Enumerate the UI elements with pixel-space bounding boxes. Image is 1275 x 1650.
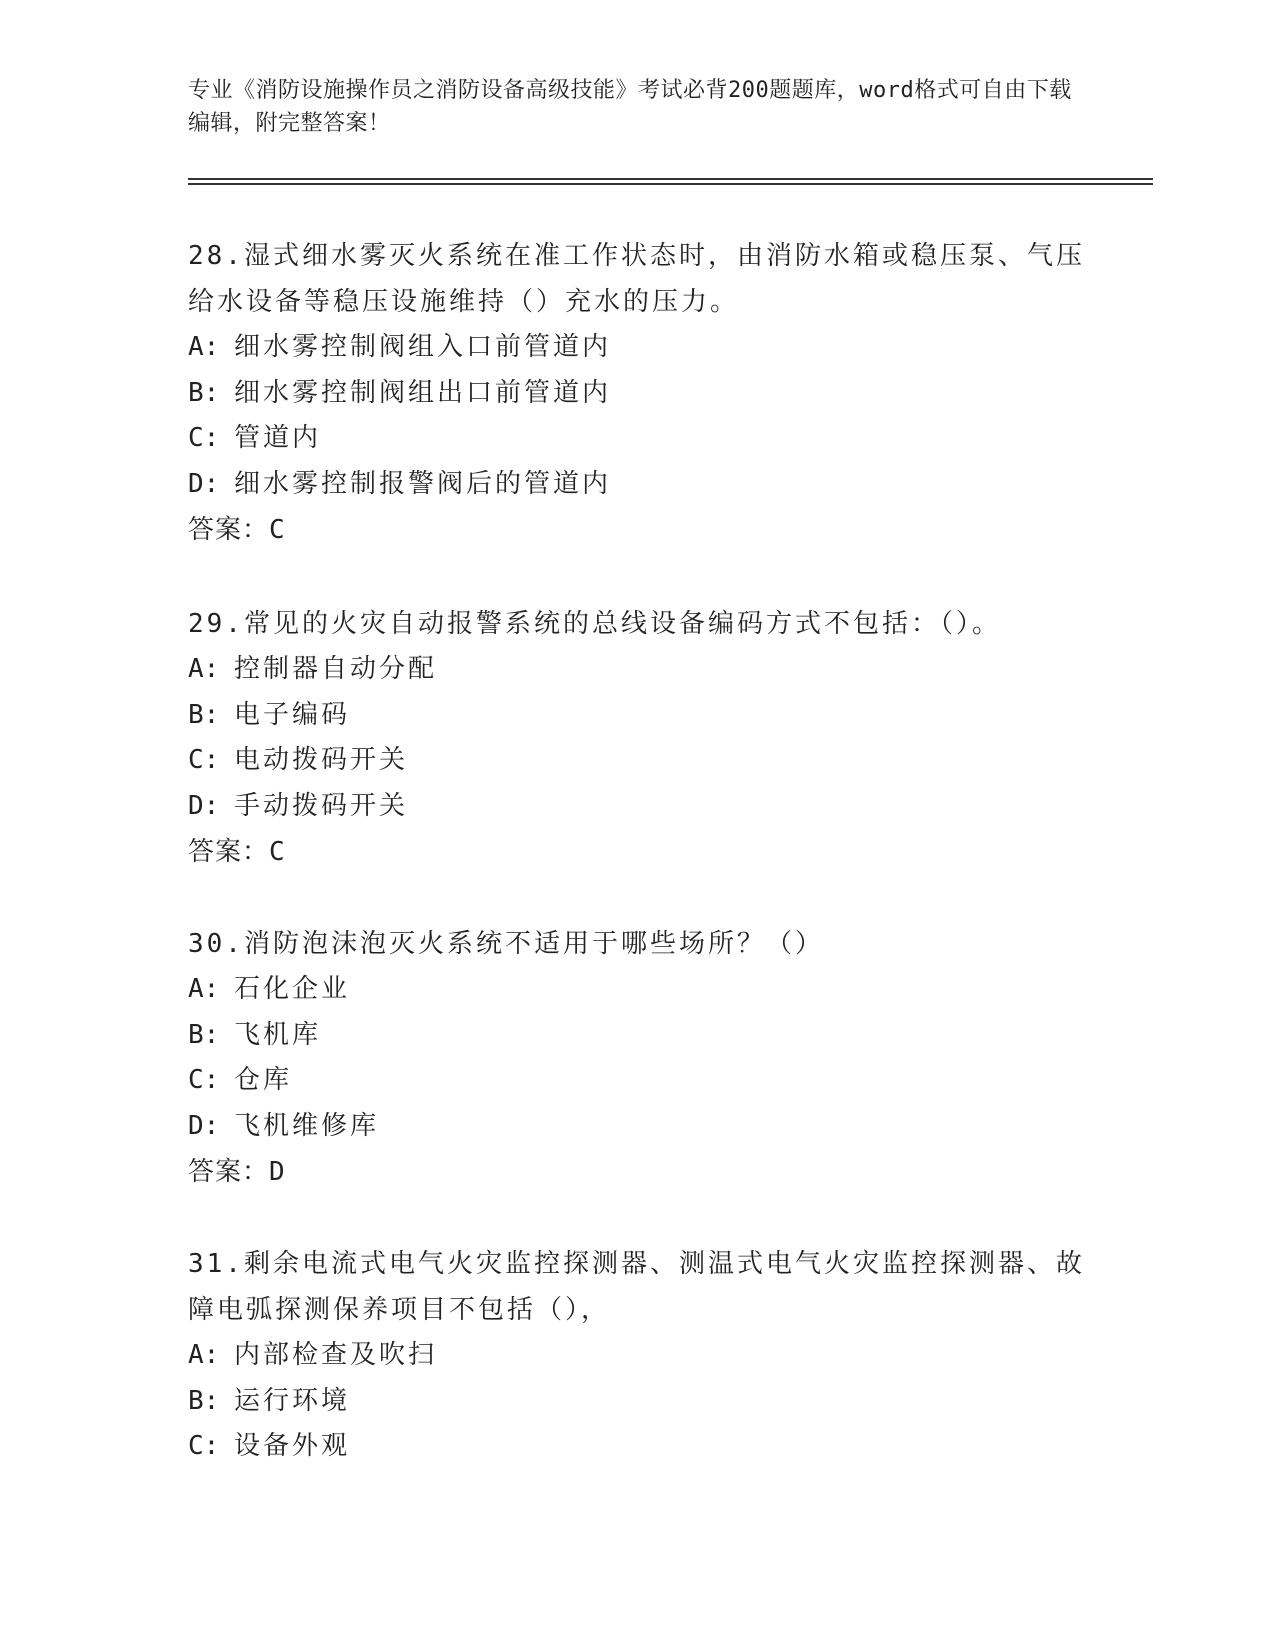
question-stem: 29.常见的火灾自动报警系统的总线设备编码方式不包括：（）。 [188, 609, 1001, 639]
question-stem: 30.消防泡沫泡灭火系统不适用于哪些场所？（） [188, 929, 824, 959]
option-text: 控制器自动分配 [234, 654, 438, 684]
question-stem: 31.剩余电流式电气火灾监控探测器、测温式电气火灾监控探测器、故障电弧探测保养项目不包括（）， [188, 1249, 1085, 1325]
option-a [188, 1333, 1088, 1379]
option-d [188, 1104, 1088, 1150]
option-letter: A: [188, 332, 220, 362]
option-b [188, 371, 1088, 417]
option-text: 设备外观 [234, 1431, 351, 1461]
option-letter: A: [188, 654, 220, 684]
option-text: 管道内 [234, 423, 322, 453]
option-text: 电动拨码开关 [234, 745, 409, 775]
option-letter: A: [188, 1340, 220, 1370]
option-text: 细水雾控制报警阀后的管道内 [234, 468, 612, 499]
option-text: 石化企业 [234, 974, 351, 1004]
option-text: 手动拨码开关 [234, 790, 409, 821]
option-c [188, 738, 1088, 784]
option-text: 内部检查及吹扫 [234, 1340, 438, 1370]
header-divider-bottom [188, 183, 1153, 185]
option-d [188, 462, 1088, 508]
header-divider-top [188, 178, 1153, 180]
option-text: 仓库 [234, 1065, 293, 1095]
answer-label: 答案：D [188, 1157, 286, 1187]
option-b [188, 1379, 1088, 1425]
question-29 [188, 601, 1088, 875]
option-text: 电子编码 [234, 699, 351, 730]
option-letter: B: [188, 1019, 220, 1050]
option-text: 飞机维修库 [234, 1110, 380, 1141]
question-stem: 28.湿式细水雾灭火系统在准工作状态时，由消防水箱或稳压泵、气压给水设备等稳压设施维持（）充水的压力。 [188, 241, 1085, 317]
option-text: 细水雾控制阀组入口前管道内 [234, 332, 612, 362]
option-a [188, 325, 1088, 371]
option-letter: D: [188, 468, 220, 499]
option-c [188, 1058, 1088, 1104]
option-letter: D: [188, 790, 220, 821]
option-b [188, 1013, 1088, 1059]
question-30 [188, 921, 1088, 1195]
option-letter: C: [188, 423, 220, 453]
option-a [188, 647, 1088, 693]
option-c [188, 416, 1088, 462]
option-c [188, 1424, 1088, 1470]
option-letter: B: [188, 699, 220, 730]
option-letter: C: [188, 1431, 220, 1461]
option-text: 飞机库 [234, 1019, 322, 1050]
option-letter: D: [188, 1110, 220, 1141]
option-b [188, 693, 1088, 739]
document-header: 专业《消防设施操作员之消防设备高级技能》考试必背200题题库，word格式可自由下载编辑，附完整答案！ [188, 78, 1072, 136]
option-letter: B: [188, 1385, 220, 1416]
option-text: 运行环境 [234, 1385, 351, 1416]
option-letter: C: [188, 745, 220, 775]
answer-label: 答案：C [188, 837, 286, 867]
option-letter: C: [188, 1065, 220, 1095]
answer-label: 答案：C [188, 515, 286, 545]
option-a [188, 967, 1088, 1013]
option-text: 细水雾控制阀组出口前管道内 [234, 377, 612, 408]
question-31 [188, 1241, 1088, 1470]
option-letter: A: [188, 974, 220, 1004]
option-d [188, 784, 1088, 830]
question-28 [188, 233, 1088, 553]
option-letter: B: [188, 377, 220, 408]
